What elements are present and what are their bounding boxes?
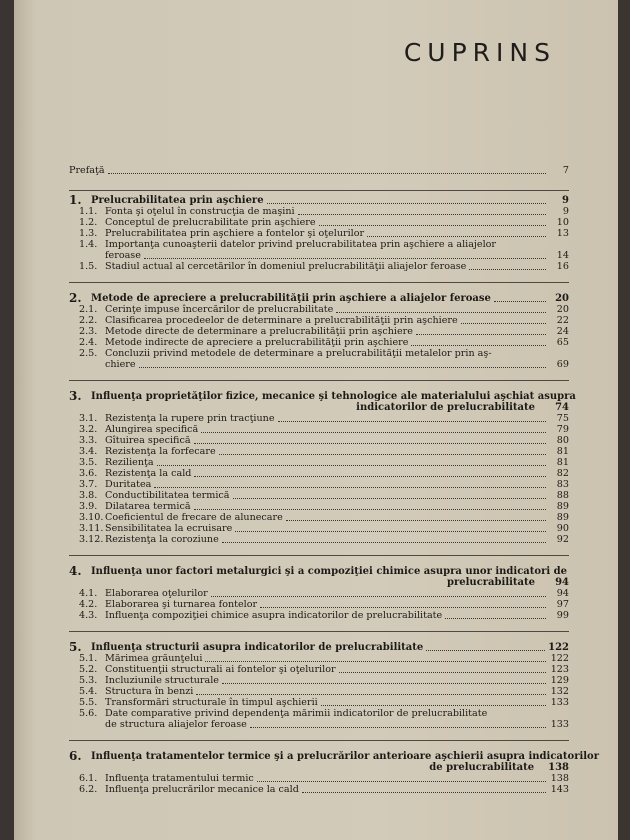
dot-leader — [139, 367, 546, 368]
section-divider — [69, 555, 569, 556]
section-title: Conceptul de prelucrabilitate prin aşchiere — [105, 217, 316, 228]
spacer — [69, 730, 569, 736]
section-title: Structura în benzi — [105, 686, 194, 697]
toc-section-2.3.[interactable] — [69, 326, 569, 337]
section-page: 132 — [550, 686, 569, 697]
section-number: 2.2. — [79, 315, 98, 326]
chapter-number: 3. — [69, 389, 82, 403]
dot-leader — [321, 705, 546, 706]
section-page: 129 — [550, 675, 569, 686]
chapter-number: 5. — [69, 640, 82, 654]
section-title: Sensibilitatea la ecruisare — [105, 523, 233, 534]
section-page: 81 — [556, 446, 569, 457]
section-page: 123 — [550, 664, 569, 675]
section-title: Metode directe de determinare a prelucrabilităţii prin aşchiere — [105, 326, 413, 337]
dot-leader — [339, 672, 546, 673]
section-number: 3.8. — [79, 490, 98, 501]
section-number: 3.3. — [79, 435, 98, 446]
section-number: 1.4. — [79, 239, 98, 250]
chapter-page: 9 — [562, 195, 569, 206]
section-page: 24 — [556, 326, 569, 337]
section-number: 5.1. — [79, 653, 98, 664]
section-title: Alungirea specifică — [105, 424, 199, 435]
toc-section-1.3.[interactable] — [69, 228, 569, 239]
section-title: Dilatarea termică — [105, 501, 191, 512]
section-divider — [69, 190, 569, 191]
section-title: Concluzii privind metodele de determinare a prelucrabilităţii metalelor prin aş- — [105, 348, 492, 359]
chapter-number: 1. — [69, 193, 82, 207]
dot-leader — [260, 607, 546, 608]
toc-section-5.4.[interactable] — [69, 686, 569, 697]
section-page: 75 — [556, 413, 569, 424]
dot-leader — [469, 269, 546, 270]
chapter-title: Influenţa tratamentelor termice şi a prelucrărilor anterioare aşchierii asupra indicatorilor — [91, 751, 599, 762]
chapter-page: 138 — [548, 762, 569, 773]
section-number: 3.7. — [79, 479, 98, 490]
dot-leader — [336, 312, 546, 313]
chapter-title: Influenţa unor factori metalurgici şi a compoziţiei chimice asupra unor indicatori de — [91, 566, 567, 577]
dot-leader — [194, 509, 546, 510]
section-title: Metode indirecte de apreciere a prelucrabilităţii prin aşchiere — [105, 337, 409, 348]
toc-section-4.1.[interactable] — [69, 588, 569, 599]
toc-section-6.2.[interactable] — [69, 784, 569, 795]
section-page: 10 — [556, 217, 569, 228]
section-number: 3.12. — [79, 534, 104, 545]
section-title: Rezilienţa — [105, 457, 154, 468]
section-page: 89 — [556, 501, 569, 512]
chapter-number: 4. — [69, 564, 82, 578]
section-number: 4.2. — [79, 599, 98, 610]
dot-leader — [194, 476, 546, 477]
section-number: 3.5. — [79, 457, 98, 468]
section-title: Date comparative privind dependenţa mărimii indicatorilor de prelucrabilitate — [105, 708, 488, 719]
toc-chapter-3-cont[interactable] — [69, 577, 569, 588]
toc-chapter-2[interactable] — [69, 389, 576, 403]
table-of-contents — [69, 165, 599, 795]
dot-leader — [211, 596, 546, 597]
dot-leader — [278, 421, 546, 422]
section-page: 80 — [556, 435, 569, 446]
dot-leader — [196, 694, 546, 695]
dot-leader — [298, 214, 546, 215]
chapter-page: 74 — [555, 402, 569, 413]
chapter-number: 6. — [69, 749, 82, 763]
toc-section-3.3.[interactable] — [69, 435, 569, 446]
entry-title: Prefaţă — [69, 165, 105, 176]
toc-section-5.2.[interactable] — [69, 664, 569, 675]
section-number: 4.1. — [79, 588, 98, 599]
toc-section-3.6.[interactable] — [69, 468, 569, 479]
section-title: Conductibilitatea termică — [105, 490, 230, 501]
dot-leader — [250, 727, 546, 728]
toc-section-5.6.[interactable] — [69, 708, 569, 719]
chapter-page: 122 — [548, 642, 569, 653]
section-divider — [69, 380, 569, 381]
dot-leader — [144, 258, 546, 259]
section-number: 3.6. — [79, 468, 98, 479]
section-title: Fonta şi oţelul în construcţia de maşini — [105, 206, 295, 217]
section-page: 88 — [556, 490, 569, 501]
toc-chapter-5-cont[interactable] — [69, 762, 569, 773]
section-number: 1.3. — [79, 228, 98, 239]
toc-chapter-3[interactable] — [69, 566, 569, 577]
section-title: Coeficientul de frecare de alunecare — [105, 512, 283, 523]
section-title: Transformări structurale în timpul aşchierii — [105, 697, 318, 708]
chapter-title: Influenţa structurii asupra indicatorilor de prelucrabilitate — [91, 642, 424, 653]
section-page: 97 — [556, 599, 569, 610]
toc-entry-preface[interactable] — [69, 165, 569, 176]
section-page: 81 — [556, 457, 569, 468]
section-number: 3.2. — [79, 424, 98, 435]
dot-leader — [426, 650, 545, 651]
section-number: 2.3. — [79, 326, 98, 337]
spacer — [69, 176, 569, 186]
toc-section-1.4.-cont[interactable] — [69, 250, 569, 261]
dot-leader — [205, 661, 546, 662]
section-page: 143 — [550, 784, 569, 795]
page-title: CUPRINS — [403, 38, 556, 67]
section-number: 2.4. — [79, 337, 98, 348]
section-page: 16 — [556, 261, 569, 272]
section-number: 3.9. — [79, 501, 98, 512]
section-number: 6.1. — [79, 773, 98, 784]
section-title-cont: de structura aliajelor feroase — [105, 719, 247, 730]
section-number: 2.1. — [79, 304, 98, 315]
dot-leader — [233, 498, 546, 499]
entry-page: 7 — [562, 165, 569, 176]
section-title: Duritatea — [105, 479, 152, 490]
section-number: 3.4. — [79, 446, 98, 457]
section-number: 3.11. — [79, 523, 104, 534]
dot-leader — [411, 345, 546, 346]
section-page: 83 — [556, 479, 569, 490]
section-page: 133 — [550, 697, 569, 708]
toc-section-3.10.[interactable] — [69, 512, 569, 523]
dot-leader — [257, 781, 546, 782]
section-title: Influenţa prelucrărilor mecanice la cald — [105, 784, 299, 795]
section-title: Stadiul actual al cercetărilor în domeniul prelucrabilităţii aliajelor feroase — [105, 261, 467, 272]
dot-leader — [302, 792, 546, 793]
chapter-title: Metode de apreciere a prelucrabilităţii prin aşchiere a aliajelor feroase — [91, 293, 491, 304]
toc-chapter-5[interactable] — [69, 749, 599, 763]
section-number: 3.10. — [79, 512, 104, 523]
section-title: Importanţa cunoaşterii datelor privind prelucrabilitatea prin aşchiere a aliajelor — [105, 239, 497, 250]
toc-section-3.9.[interactable] — [69, 501, 569, 512]
toc-section-3.11.[interactable] — [69, 523, 569, 534]
spacer — [69, 545, 569, 551]
section-page: 99 — [556, 610, 569, 621]
section-page: 82 — [556, 468, 569, 479]
section-title: Cerinţe impuse încercărilor de prelucrabilitate — [105, 304, 334, 315]
dot-leader — [461, 323, 546, 324]
section-title: Elaborarea oţelurilor — [105, 588, 208, 599]
toc-section-3.1.[interactable] — [69, 413, 569, 424]
dot-leader — [267, 203, 546, 204]
dot-leader — [494, 301, 546, 302]
toc-section-5.5.[interactable] — [69, 697, 569, 708]
section-page: 92 — [556, 534, 569, 545]
toc-section-3.2.[interactable] — [69, 424, 569, 435]
section-page: 13 — [556, 228, 569, 239]
section-number: 5.3. — [79, 675, 98, 686]
toc-section-4.2.[interactable] — [69, 599, 569, 610]
chapter-title-cont: prelucrabilitate — [447, 577, 535, 588]
section-number: 5.2. — [79, 664, 98, 675]
section-title: Rezistenţa la rupere prin tracţiune — [105, 413, 275, 424]
spacer — [69, 272, 569, 278]
section-title-cont: feroase — [105, 250, 141, 261]
section-divider — [69, 740, 569, 741]
dot-leader — [194, 443, 546, 444]
section-page: 122 — [550, 653, 569, 664]
chapter-number: 2. — [69, 291, 82, 305]
dot-leader — [445, 618, 546, 619]
section-page: 69 — [556, 359, 569, 370]
toc-section-1.5.[interactable] — [69, 261, 569, 272]
spacer — [69, 370, 569, 376]
section-number: 5.5. — [79, 697, 98, 708]
section-page: 14 — [556, 250, 569, 261]
dot-leader — [222, 542, 546, 543]
toc-chapter-1[interactable] — [69, 293, 569, 304]
section-title: Constituenţii structurali ai fontelor şi oţelurilor — [105, 664, 336, 675]
dot-leader — [416, 334, 546, 335]
section-title: Rezistenţa la coroziune — [105, 534, 219, 545]
section-divider — [69, 631, 569, 632]
toc-section-4.3.[interactable] — [69, 610, 569, 621]
chapter-page: 94 — [555, 577, 569, 588]
toc-section-5.1.[interactable] — [69, 653, 569, 664]
dot-leader — [235, 531, 546, 532]
section-number: 5.4. — [79, 686, 98, 697]
toc-chapter-2-cont[interactable] — [69, 402, 569, 413]
toc-section-2.4.[interactable] — [69, 337, 569, 348]
dot-leader — [286, 520, 546, 521]
toc-section-5.3.[interactable] — [69, 675, 569, 686]
section-number: 1.2. — [79, 217, 98, 228]
dot-leader — [319, 225, 546, 226]
section-page: 65 — [556, 337, 569, 348]
toc-section-3.8.[interactable] — [69, 490, 569, 501]
section-title: Influenţa tratamentului termic — [105, 773, 254, 784]
section-page: 94 — [556, 588, 569, 599]
toc-section-3.7.[interactable] — [69, 479, 569, 490]
section-title-cont: chiere — [105, 359, 136, 370]
section-page: 20 — [556, 304, 569, 315]
toc-section-1.1.[interactable] — [69, 206, 569, 217]
toc-chapter-0[interactable] — [69, 195, 569, 206]
toc-section-5.6.-cont[interactable] — [69, 719, 569, 730]
section-number: 3.1. — [79, 413, 98, 424]
section-number: 6.2. — [79, 784, 98, 795]
section-title: Influenţa compoziţiei chimice asupra indicatorilor de prelucrabilitate — [105, 610, 443, 621]
section-title: Mărimea grăunţelui — [105, 653, 203, 664]
toc-chapter-4[interactable] — [69, 642, 569, 653]
section-page: 22 — [556, 315, 569, 326]
section-number: 4.3. — [79, 610, 98, 621]
section-title: Elaborarea şi turnarea fontelor — [105, 599, 258, 610]
section-number: 1.5. — [79, 261, 98, 272]
section-page: 89 — [556, 512, 569, 523]
book-page — [14, 0, 618, 840]
chapter-title-cont: indicatorilor de prelucrabilitate — [356, 402, 535, 413]
section-page: 133 — [550, 719, 569, 730]
toc-section-6.1.[interactable] — [69, 773, 569, 784]
chapter-title: Influenţa proprietăţilor fizice, mecanice şi tehnologice ale materialului aşchiat asupra — [91, 391, 576, 402]
section-title: Clasificarea procedeelor de determinare a prelucrabilităţii prin aşchiere — [105, 315, 458, 326]
toc-section-2.5.-cont[interactable] — [69, 359, 569, 370]
chapter-title-cont: de prelucrabilitate — [429, 762, 535, 773]
section-title: Gîtuirea specifică — [105, 435, 191, 446]
section-number: 5.6. — [79, 708, 98, 719]
spacer — [69, 621, 569, 627]
toc-section-1.2.[interactable] — [69, 217, 569, 228]
section-title: Incluziunile structurale — [105, 675, 219, 686]
section-number: 1.1. — [79, 206, 98, 217]
toc-section-3.12.[interactable] — [69, 534, 569, 545]
chapter-page: 20 — [555, 293, 569, 304]
dot-leader — [222, 683, 546, 684]
section-title: Rezistenţa la cald — [105, 468, 192, 479]
section-title: Prelucrabilitatea prin aşchiere a fontelor şi oţelurilor — [105, 228, 365, 239]
dot-leader — [367, 236, 546, 237]
section-divider — [69, 282, 569, 283]
dot-leader — [201, 432, 546, 433]
toc-section-2.1.[interactable] — [69, 304, 569, 315]
section-page: 79 — [556, 424, 569, 435]
section-number: 2.5. — [79, 348, 98, 359]
section-page: 90 — [556, 523, 569, 534]
toc-section-3.5.[interactable] — [69, 457, 569, 468]
toc-section-2.5.[interactable] — [69, 348, 569, 359]
dot-leader — [219, 454, 546, 455]
toc-section-1.4.[interactable] — [69, 239, 569, 250]
dot-leader — [157, 465, 546, 466]
section-title: Rezistenţa la forfecare — [105, 446, 216, 457]
section-page: 9 — [562, 206, 569, 217]
toc-section-2.2.[interactable] — [69, 315, 569, 326]
chapter-title: Prelucrabilitatea prin aşchiere — [91, 195, 264, 206]
toc-section-3.4.[interactable] — [69, 446, 569, 457]
dot-leader — [154, 487, 546, 488]
section-page: 138 — [550, 773, 569, 784]
dot-leader — [108, 173, 546, 174]
